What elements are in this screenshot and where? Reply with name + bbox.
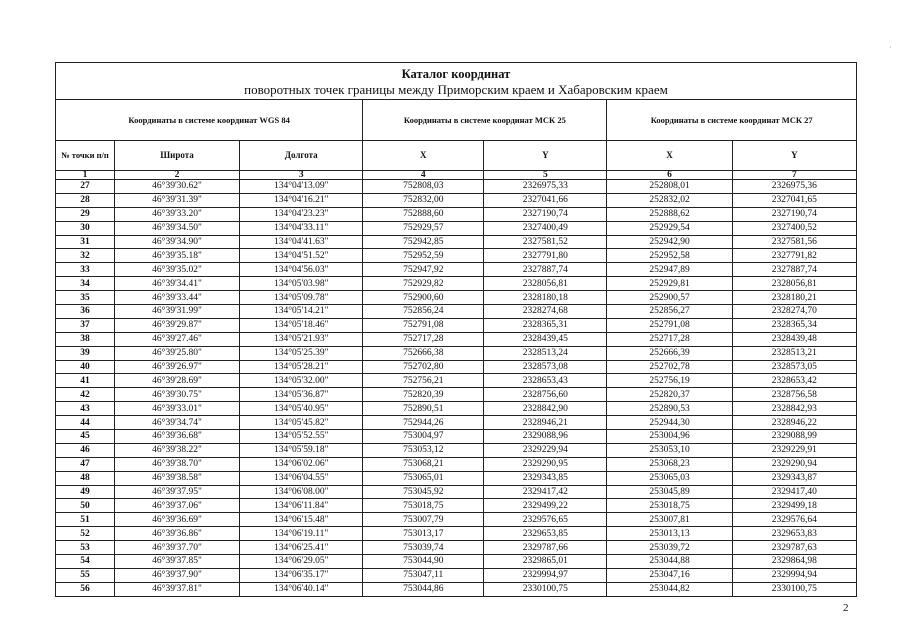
cell-x-msk25: 752666,38 [363,346,484,360]
cell-y-msk27: 2329343,87 [732,471,856,485]
cell-point: 30 [56,221,115,235]
cell-longitude: 134°04'41.63" [240,235,363,249]
cell-x-msk27: 252820,37 [607,388,732,402]
cell-x-msk27: 253044,88 [607,555,732,569]
table-row [56,555,857,569]
cell-x-msk25: 753068,21 [363,457,484,471]
cell-y-msk25: 2329343,85 [484,471,607,485]
table-row [56,346,857,360]
cell-longitude: 134°05'09.78" [240,291,363,305]
cell-y-msk25: 2328439,45 [484,332,607,346]
cell-x-msk25: 752944,26 [363,416,484,430]
table-row [56,402,857,416]
cell-y-msk25: 2328365,31 [484,318,607,332]
cell-x-msk27: 253018,75 [607,499,732,513]
cell-latitude: 46°39'30.62" [114,180,239,194]
table-title-cell [56,63,857,100]
cell-x-msk25: 753044,90 [363,555,484,569]
cell-point: 36 [56,305,115,319]
cell-x-msk27: 252888,62 [607,207,732,221]
table-row [56,430,857,444]
column-number: 7 [732,171,856,180]
cell-point: 46 [56,443,115,457]
cell-longitude: 134°04'33.11" [240,221,363,235]
table-row [56,263,857,277]
cell-y-msk25: 2328274,68 [484,305,607,319]
cell-point: 49 [56,485,115,499]
cell-x-msk25: 752942,85 [363,235,484,249]
cell-point: 42 [56,388,115,402]
cell-y-msk27: 2330100,75 [732,582,856,596]
cell-y-msk27: 2327190,74 [732,207,856,221]
table-row [56,291,857,305]
cell-y-msk25: 2329653,85 [484,527,607,541]
cell-y-msk25: 2329290,95 [484,457,607,471]
page-number: 2 [843,602,849,614]
table-row [56,541,857,555]
cell-y-msk25: 2327400,49 [484,221,607,235]
cell-longitude: 134°06'11.84" [240,499,363,513]
cell-y-msk25: 2328513,24 [484,346,607,360]
cell-latitude: 46°39'26.97" [114,360,239,374]
cell-longitude: 134°05'32.00" [240,374,363,388]
cell-latitude: 46°39'29.87" [114,318,239,332]
cell-latitude: 46°39'33.44" [114,291,239,305]
cell-longitude: 134°04'56.03" [240,263,363,277]
column-header-y-msk27: Y [732,141,856,171]
cell-x-msk25: 752808,03 [363,180,484,194]
cell-y-msk25: 2328842,90 [484,402,607,416]
cell-point: 47 [56,457,115,471]
cell-y-msk27: 2329576,64 [732,513,856,527]
table-row [56,249,857,263]
cell-latitude: 46°39'37.06" [114,499,239,513]
cell-x-msk27: 252808,01 [607,180,732,194]
cell-point: 27 [56,180,115,194]
cell-latitude: 46°39'37.90" [114,568,239,582]
cell-x-msk27: 252890,53 [607,402,732,416]
cell-x-msk27: 253047,16 [607,568,732,582]
cell-y-msk27: 2328573,05 [732,360,856,374]
cell-y-msk27: 2329290,94 [732,457,856,471]
cell-x-msk25: 752900,60 [363,291,484,305]
cell-x-msk27: 253004,96 [607,430,732,444]
cell-x-msk25: 753007,79 [363,513,484,527]
table-row [56,305,857,319]
cell-longitude: 134°06'15.48" [240,513,363,527]
cell-x-msk25: 753065,01 [363,471,484,485]
table-row [56,388,857,402]
cell-latitude: 46°39'31.39" [114,193,239,207]
cell-y-msk25: 2328756,60 [484,388,607,402]
cell-point: 31 [56,235,115,249]
cell-longitude: 134°06'35.17" [240,568,363,582]
cell-longitude: 134°05'18.46" [240,318,363,332]
cell-x-msk25: 752820,39 [363,388,484,402]
coordinate-catalog [55,62,857,597]
cell-latitude: 46°39'28.69" [114,374,239,388]
cell-y-msk25: 2329576,65 [484,513,607,527]
cell-longitude: 134°06'04.55" [240,471,363,485]
cell-x-msk27: 252832,02 [607,193,732,207]
cell-longitude: 134°06'08.00" [240,485,363,499]
cell-y-msk27: 2328653,42 [732,374,856,388]
column-header-x-msk25: X [363,141,484,171]
cell-y-msk27: 2329499,18 [732,499,856,513]
cell-longitude: 134°06'25.41" [240,541,363,555]
cell-latitude: 46°39'31.99" [114,305,239,319]
cell-point: 51 [56,513,115,527]
cell-y-msk27: 2329088,99 [732,430,856,444]
cell-longitude: 134°05'21.93" [240,332,363,346]
cell-point: 35 [56,291,115,305]
cell-longitude: 134°04'23.23" [240,207,363,221]
column-header-x-msk27: X [607,141,732,171]
cell-y-msk27: 2327887,74 [732,263,856,277]
cell-x-msk27: 252856,27 [607,305,732,319]
table-row [56,277,857,291]
cell-y-msk27: 2329417,40 [732,485,856,499]
cell-y-msk27: 2327041,65 [732,193,856,207]
cell-point: 53 [56,541,115,555]
cell-latitude: 46°39'38.70" [114,457,239,471]
cell-y-msk25: 2328573,08 [484,360,607,374]
cell-y-msk25: 2330100,75 [484,582,607,596]
cell-y-msk27: 2328756,58 [732,388,856,402]
cell-x-msk25: 752717,28 [363,332,484,346]
cell-latitude: 46°39'34.50" [114,221,239,235]
cell-x-msk25: 752756,21 [363,374,484,388]
cell-x-msk25: 752832,00 [363,193,484,207]
cell-x-msk25: 752890,51 [363,402,484,416]
cell-y-msk25: 2329865,01 [484,555,607,569]
table-row [56,360,857,374]
cell-y-msk27: 2328842,93 [732,402,856,416]
cell-y-msk25: 2327791,80 [484,249,607,263]
cell-longitude: 134°05'52.55" [240,430,363,444]
table-row [56,221,857,235]
coordinate-table [55,62,857,597]
cell-point: 50 [56,499,115,513]
cell-x-msk27: 252944,30 [607,416,732,430]
cell-y-msk25: 2329499,22 [484,499,607,513]
cell-point: 56 [56,582,115,596]
cell-y-msk25: 2326975,33 [484,180,607,194]
cell-latitude: 46°39'33.20" [114,207,239,221]
table-subtitle: поворотных точек границы между Приморским краем и Хабаровским краем [244,82,668,97]
cell-point: 28 [56,193,115,207]
cell-y-msk25: 2329088,96 [484,430,607,444]
cell-x-msk25: 753045,92 [363,485,484,499]
cell-x-msk27: 253044,82 [607,582,732,596]
cell-longitude: 134°06'29.05" [240,555,363,569]
column-header-longitude: Долгота [240,141,363,171]
cell-point: 39 [56,346,115,360]
cell-latitude: 46°39'36.86" [114,527,239,541]
cell-latitude: 46°39'37.70" [114,541,239,555]
cell-longitude: 134°05'25.39" [240,346,363,360]
cell-x-msk25: 753013,17 [363,527,484,541]
column-number: 5 [484,171,607,180]
cell-longitude: 134°04'16.21" [240,193,363,207]
cell-point: 45 [56,430,115,444]
cell-y-msk27: 2329653,83 [732,527,856,541]
cell-y-msk27: 2327581,56 [732,235,856,249]
cell-x-msk25: 753047,11 [363,568,484,582]
cell-longitude: 134°05'03.98" [240,277,363,291]
column-number-row [56,171,857,180]
cell-point: 41 [56,374,115,388]
cell-x-msk27: 253068,23 [607,457,732,471]
cell-x-msk27: 253013,13 [607,527,732,541]
cell-y-msk27: 2328513,21 [732,346,856,360]
cell-point: 54 [56,555,115,569]
cell-y-msk25: 2327041,66 [484,193,607,207]
cell-point: 40 [56,360,115,374]
cell-latitude: 46°39'35.02" [114,263,239,277]
cell-y-msk27: 2328946,22 [732,416,856,430]
cell-y-msk27: 2329229,91 [732,443,856,457]
table-row [56,443,857,457]
cell-longitude: 134°05'59.18" [240,443,363,457]
cell-latitude: 46°39'25.80" [114,346,239,360]
cell-longitude: 134°05'45.82" [240,416,363,430]
cell-x-msk27: 252929,81 [607,277,732,291]
table-row [56,180,857,194]
cell-latitude: 46°39'37.81" [114,582,239,596]
column-number: 1 [56,171,115,180]
cell-longitude: 134°04'13.09" [240,180,363,194]
column-number: 4 [363,171,484,180]
cell-x-msk25: 752929,57 [363,221,484,235]
cell-x-msk27: 253053,10 [607,443,732,457]
cell-point: 34 [56,277,115,291]
cell-x-msk25: 753044,86 [363,582,484,596]
cell-latitude: 46°39'34.41" [114,277,239,291]
table-row [56,235,857,249]
cell-point: 48 [56,471,115,485]
cell-latitude: 46°39'30.75" [114,388,239,402]
column-header-y-msk25: Y [484,141,607,171]
cell-y-msk25: 2328180,18 [484,291,607,305]
cell-longitude: 134°05'36.87" [240,388,363,402]
cell-y-msk27: 2329864,98 [732,555,856,569]
cell-x-msk25: 752929,82 [363,277,484,291]
table-body [56,180,857,597]
table-row [56,416,857,430]
column-number: 2 [114,171,239,180]
cell-y-msk27: 2326975,36 [732,180,856,194]
cell-longitude: 134°06'02.06" [240,457,363,471]
cell-x-msk25: 752791,08 [363,318,484,332]
cell-longitude: 134°06'19.11" [240,527,363,541]
cell-y-msk25: 2328056,81 [484,277,607,291]
column-number: 3 [240,171,363,180]
cell-y-msk25: 2327581,52 [484,235,607,249]
cell-y-msk27: 2327400,52 [732,221,856,235]
cell-latitude: 46°39'37.95" [114,485,239,499]
table-row [56,527,857,541]
cell-latitude: 46°39'37.85" [114,555,239,569]
cell-x-msk25: 752888,60 [363,207,484,221]
cell-longitude: 134°05'40.95" [240,402,363,416]
cell-longitude: 134°04'51.52" [240,249,363,263]
cell-point: 38 [56,332,115,346]
cell-y-msk25: 2328653,43 [484,374,607,388]
table-row [56,471,857,485]
cell-latitude: 46°39'33.01" [114,402,239,416]
cell-latitude: 46°39'34.74" [114,416,239,430]
column-header-point: № точки п/п [56,141,115,171]
cell-point: 32 [56,249,115,263]
cell-longitude: 134°06'40.14" [240,582,363,596]
cell-y-msk25: 2328946,21 [484,416,607,430]
column-header-latitude: Широта [114,141,239,171]
cell-point: 29 [56,207,115,221]
table-row [56,513,857,527]
cell-point: 33 [56,263,115,277]
table-row [56,568,857,582]
group-header-wgs84: Координаты в системе координат WGS 84 [56,100,363,141]
cell-x-msk25: 752947,92 [363,263,484,277]
cell-longitude: 134°05'14.21" [240,305,363,319]
cell-y-msk27: 2328439,48 [732,332,856,346]
cell-latitude: 46°39'38.22" [114,443,239,457]
table-row [56,207,857,221]
cell-y-msk25: 2329994,97 [484,568,607,582]
table-row [56,318,857,332]
table-title: Каталог координат [401,67,511,81]
cell-x-msk27: 253007,81 [607,513,732,527]
cell-y-msk27: 2328180,21 [732,291,856,305]
column-number: 6 [607,171,732,180]
cell-point: 44 [56,416,115,430]
cell-y-msk25: 2327190,74 [484,207,607,221]
cell-x-msk27: 252952,58 [607,249,732,263]
cell-latitude: 46°39'34.90" [114,235,239,249]
group-header-msk25: Координаты в системе координат МСК 25 [363,100,607,141]
cell-x-msk27: 252702,78 [607,360,732,374]
cell-point: 52 [56,527,115,541]
cell-x-msk27: 252666,39 [607,346,732,360]
cell-x-msk25: 752702,80 [363,360,484,374]
cell-x-msk27: 252947,89 [607,263,732,277]
cell-latitude: 46°39'35.18" [114,249,239,263]
table-row [56,457,857,471]
cell-x-msk27: 253039,72 [607,541,732,555]
cell-y-msk27: 2328274,70 [732,305,856,319]
cell-y-msk27: 2329787,63 [732,541,856,555]
cell-y-msk25: 2329787,66 [484,541,607,555]
cell-latitude: 46°39'36.69" [114,513,239,527]
table-row [56,332,857,346]
table-row [56,582,857,596]
table-row [56,485,857,499]
table-row [56,193,857,207]
cell-latitude: 46°39'38.58" [114,471,239,485]
cell-longitude: 134°05'28.21" [240,360,363,374]
cell-y-msk27: 2329994,94 [732,568,856,582]
cell-x-msk27: 252900,57 [607,291,732,305]
cell-x-msk27: 252756,19 [607,374,732,388]
corner-mark: · [889,43,892,52]
cell-x-msk27: 252929,54 [607,221,732,235]
cell-x-msk27: 252791,08 [607,318,732,332]
cell-y-msk27: 2328056,81 [732,277,856,291]
cell-point: 37 [56,318,115,332]
cell-x-msk25: 753004,97 [363,430,484,444]
cell-x-msk27: 253065,03 [607,471,732,485]
cell-y-msk25: 2329229,94 [484,443,607,457]
cell-x-msk25: 753018,75 [363,499,484,513]
cell-latitude: 46°39'27.46" [114,332,239,346]
cell-point: 43 [56,402,115,416]
cell-x-msk27: 253045,89 [607,485,732,499]
cell-x-msk25: 752952,59 [363,249,484,263]
cell-x-msk25: 753039,74 [363,541,484,555]
cell-x-msk25: 753053,12 [363,443,484,457]
cell-x-msk25: 752856,24 [363,305,484,319]
group-header-msk27: Координаты в системе координат МСК 27 [607,100,857,141]
cell-x-msk27: 252942,90 [607,235,732,249]
table-row [56,374,857,388]
cell-y-msk27: 2328365,34 [732,318,856,332]
cell-latitude: 46°39'36.68" [114,430,239,444]
table-row [56,499,857,513]
cell-y-msk25: 2327887,74 [484,263,607,277]
cell-point: 55 [56,568,115,582]
cell-y-msk25: 2329417,42 [484,485,607,499]
cell-x-msk27: 252717,28 [607,332,732,346]
cell-y-msk27: 2327791,82 [732,249,856,263]
